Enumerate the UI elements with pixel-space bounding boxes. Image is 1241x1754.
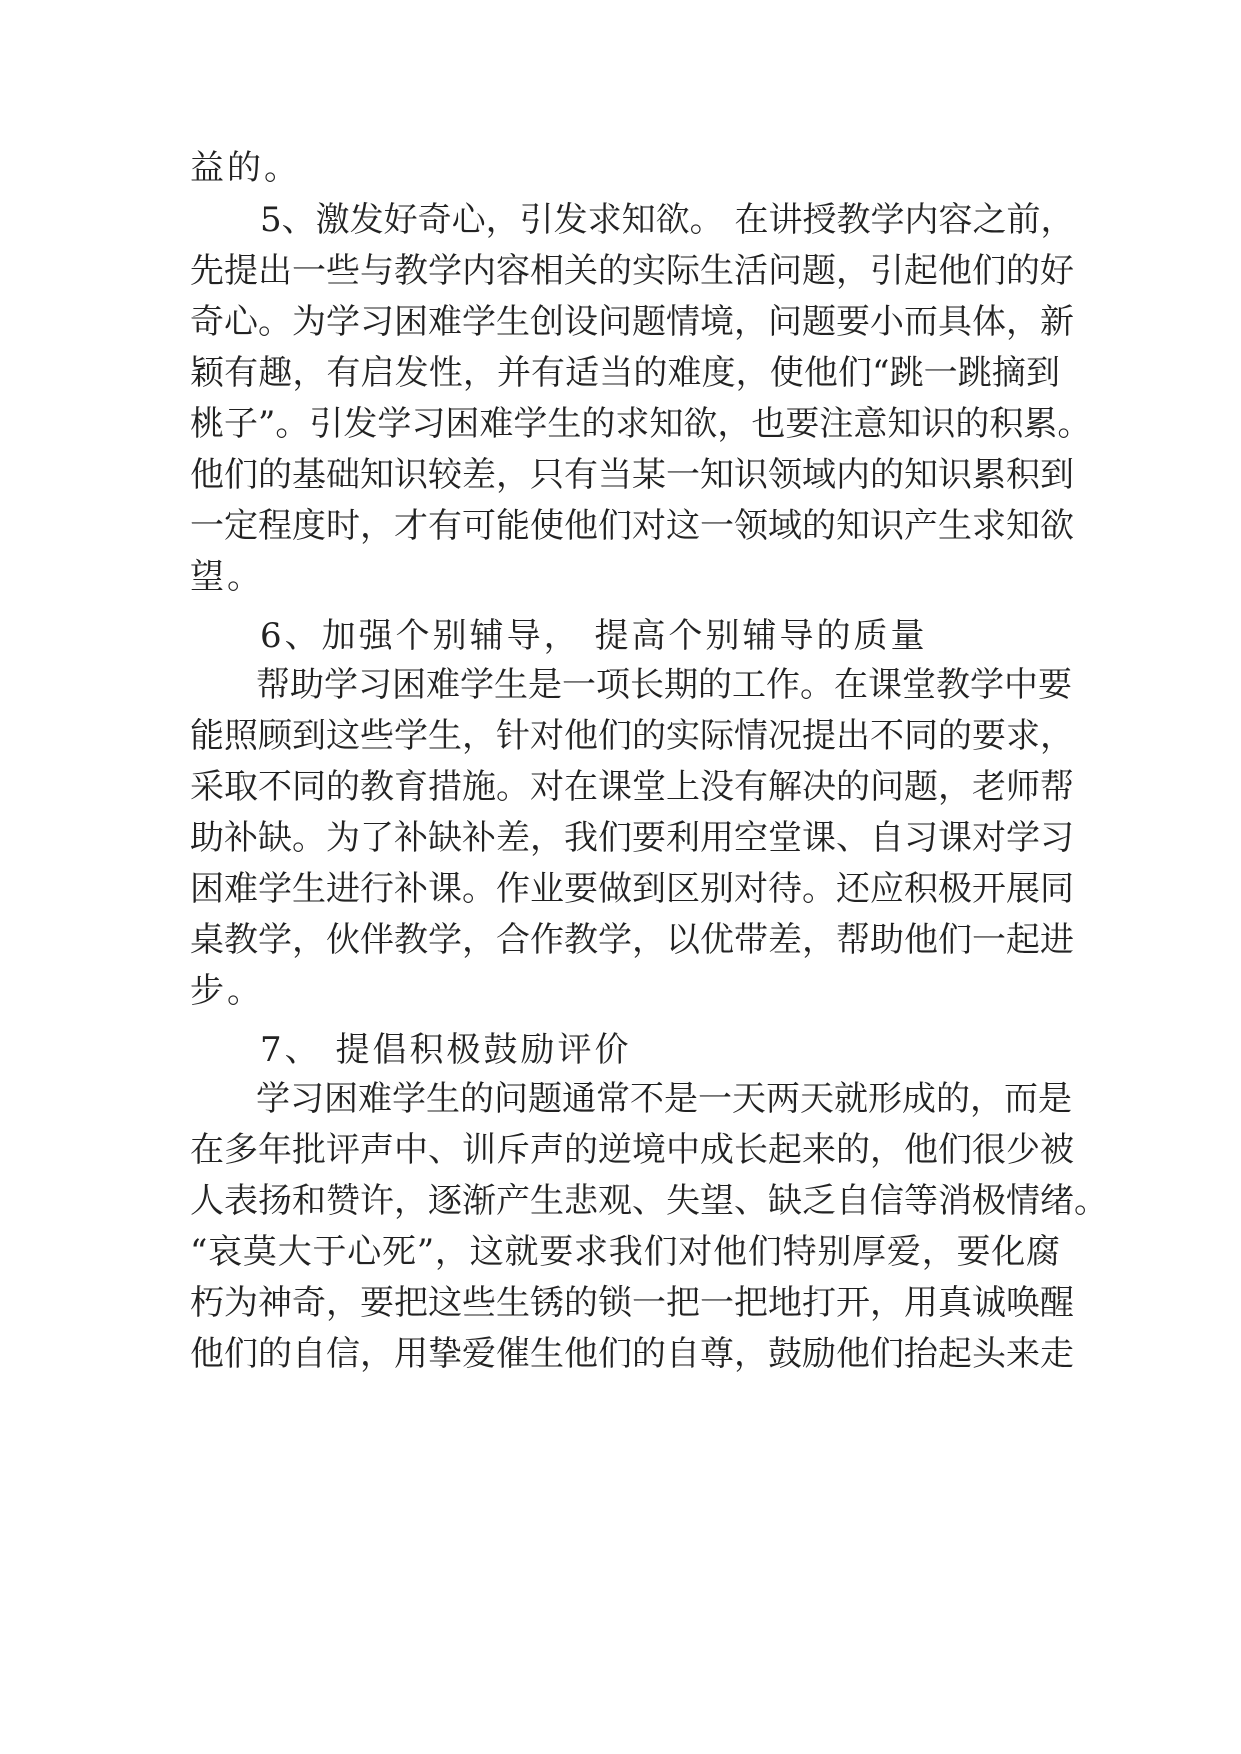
section-heading: 7、 提倡积极鼓励评价 (260, 1030, 632, 1070)
text-line: 颖有趣，有启发性，并有适当的难度，使他们“跳一跳摘到 (190, 353, 1060, 393)
text-line: 能照顾到这些学生，针对他们的实际情况提出不同的要求， (190, 716, 1074, 756)
text-line: 在多年批评声中、训斥声的逆境中成长起来的，他们很少被 (190, 1130, 1074, 1170)
text-line: 困难学生进行补课。作业要做到区别对待。还应积极开展同 (190, 869, 1074, 909)
text-line: 朽为神奇，要把这些生锈的锁一把一把地打开，用真诚唤醒 (190, 1283, 1074, 1323)
text-line: 他们的基础知识较差，只有当某一知识领域内的知识累积到 (190, 455, 1074, 495)
text-line: 益的。 (190, 148, 301, 188)
section-heading: 6、加强个别辅导， 提高个别辅导的质量 (260, 616, 928, 656)
text-line: 采取不同的教育措施。对在课堂上没有解决的问题，老师帮 (190, 767, 1074, 807)
text-line: 助补缺。为了补缺补差，我们要利用空堂课、自习课对学习 (190, 818, 1074, 858)
text-line: 他们的自信，用挚爱催生他们的自尊，鼓励他们抬起头来走 (190, 1334, 1074, 1374)
text-line: 望。 (190, 557, 264, 597)
text-line: 一定程度时，才有可能使他们对这一领域的知识产生求知欲 (190, 506, 1074, 546)
text-line: 帮助学习困难学生是一项长期的工作。在课堂教学中要 (256, 665, 1072, 705)
text-line: 学习困难学生的问题通常不是一天两天就形成的，而是 (256, 1079, 1072, 1119)
text-line: 桃子”。引发学习困难学生的求知欲，也要注意知识的积累。 (190, 404, 1092, 444)
text-line: 步。 (190, 971, 264, 1011)
text-line: 桌教学，伙伴教学，合作教学，以优带差，帮助他们一起进 (190, 920, 1074, 960)
text-line: 人表扬和赞许，逐渐产生悲观、失望、缺乏自信等消极情绪。 (190, 1181, 1108, 1221)
text-line: “哀莫大于心死”，这就要求我们对他们特别厚爱，要化腐 (190, 1232, 1060, 1272)
text-line: 5、激发好奇心，引发求知欲。 在讲授教学内容之前， (260, 200, 1075, 240)
text-line: 奇心。为学习困难学生创设问题情境，问题要小而具体，新 (190, 302, 1074, 342)
text-line: 先提出一些与教学内容相关的实际生活问题，引起他们的好 (190, 251, 1074, 291)
